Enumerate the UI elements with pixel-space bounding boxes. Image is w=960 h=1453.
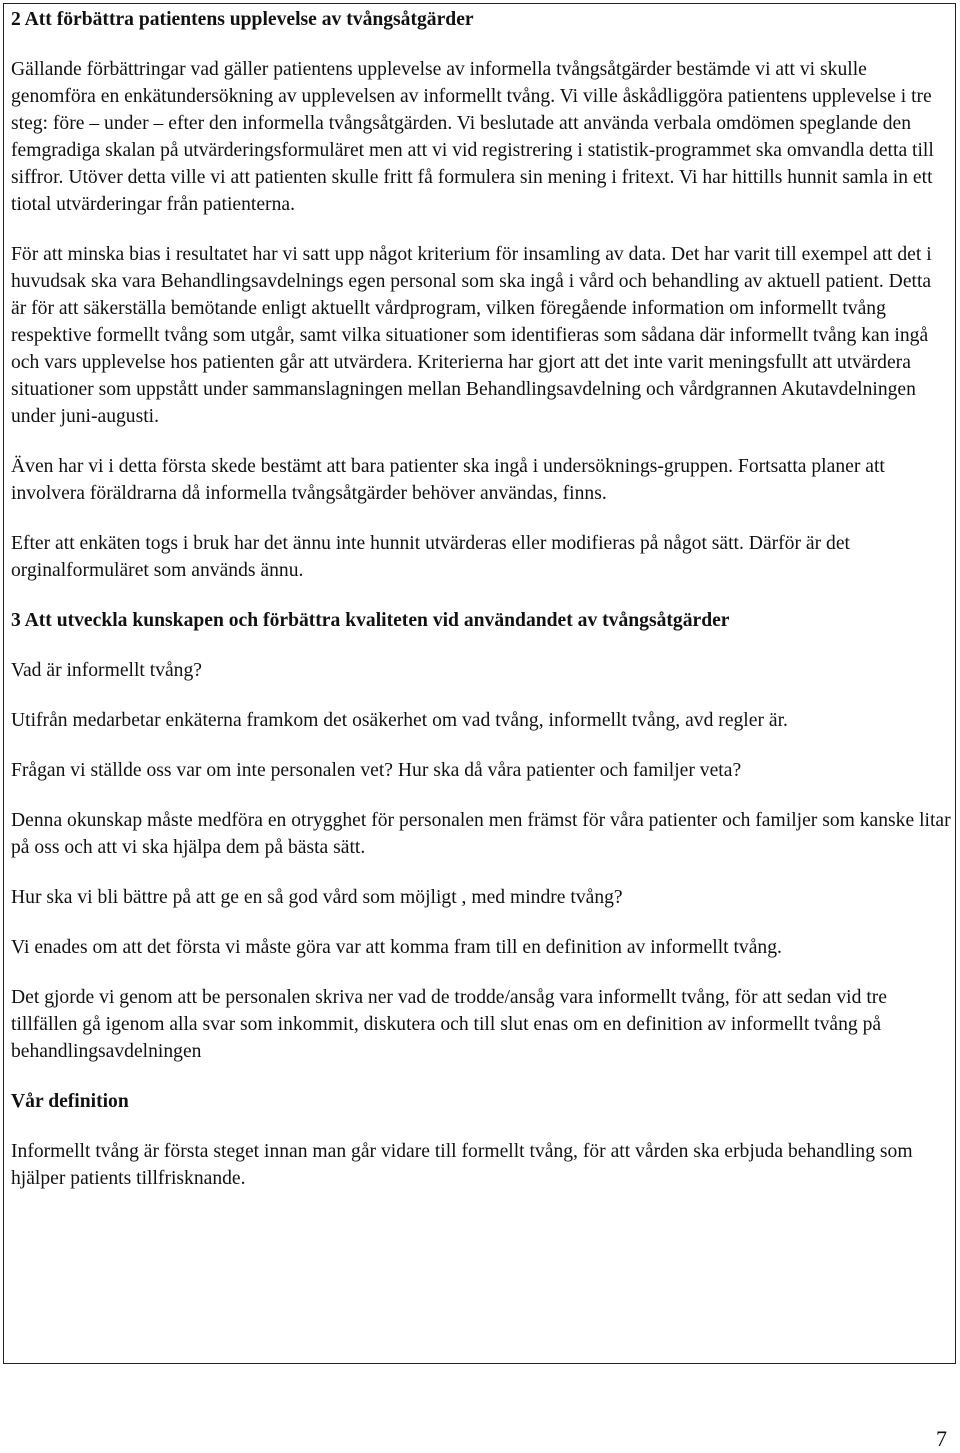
section-3-paragraph-4: Denna okunskap måste medföra en otrygghet för personalen men främst för våra patienter och familjer som kanske litar på oss och att vi ska hjälpa dem på bästa sätt. [11, 810, 951, 858]
definition-heading: Vår definition [11, 1091, 129, 1112]
section-3-paragraph-2: Utifrån medarbetar enkäterna framkom det osäkerhet om vad tvång, informellt tvång, avd regler är. [11, 710, 788, 731]
section-3-paragraph-5: Hur ska vi bli bättre på att ge en så god vård som möjligt , med mindre tvång? [11, 887, 623, 908]
section-2-paragraph-2: För att minska bias i resultatet har vi satt upp något kriterium för insamling av data. Det har varit till exempel att det i huvudsak ska vara Behandlingsavdelnings egen personal som ska ingå i vård och behandling av aktuell patient. Detta är för att säkerställa bemötande enligt aktuellt vårdprogram, vilken föregående information om informellt tvång respektive formellt tvång som utgår, samt vilka situationer som identifieras som sådana där informellt tvång kan ingå och vars upplevelse hos patienten går att utvärdera. Kriterierna har gjort att det inte varit meningsfullt att utvärdera situationer som uppstått under sammanslagningen mellan Behandlingsavdelning och vårdgrannen Akutavdelningen under juni-augusti. [11, 244, 932, 427]
section-3-paragraph-6: Vi enades om att det första vi måste göra var att komma fram till en definition av informellt tvång. [11, 937, 782, 958]
page-number: 7 [936, 1426, 947, 1451]
document-body [11, 6, 951, 1215]
section-3-paragraph-1: Vad är informellt tvång? [11, 660, 202, 681]
definition-text: Informellt tvång är första steget innan man går vidare till formellt tvång, för att vården ska erbjuda behandling som hjälper patients tillfrisknande. [11, 1141, 913, 1189]
section-2-paragraph-3: Även har vi i detta första skede bestämt att bara patienter ska ingå i undersöknings-gruppen. Fortsatta planer att involvera föräldrarna då informella tvångsåtgärder behöver användas, finns. [11, 456, 885, 504]
section-2-paragraph-4: Efter att enkäten togs i bruk har det ännu inte hunnit utvärderas eller modifieras på något sätt. Därför är det orginalformuläret som används ännu. [11, 533, 850, 581]
section-3-paragraph-3: Frågan vi ställde oss var om inte personalen vet? Hur ska då våra patienter och familjer veta? [11, 760, 742, 781]
section-3-heading: 3 Att utveckla kunskapen och förbättra kvaliteten vid användandet av tvångsåtgärder [11, 610, 730, 631]
section-3-paragraph-7: Det gjorde vi genom att be personalen skriva ner vad de trodde/ansåg vara informellt tvång, för att sedan vid tre tillfällen gå igenom alla svar som inkommit, diskutera och till slut enas om en definition av informellt tvång på behandlingsavdelningen [11, 987, 887, 1062]
section-2-heading: 2 Att förbättra patientens upplevelse av tvångsåtgärder [11, 9, 474, 30]
section-2-paragraph-1: Gällande förbättringar vad gäller patientens upplevelse av informella tvångsåtgärder bestämde vi att vi skulle genomföra en enkätundersökning av upplevelsen av informellt tvång. Vi ville åskådliggöra patientens upplevelse i tre steg: före – under – efter den informella tvångsåtgärden. Vi beslutade att använda verbala omdömen speglande den femgradiga skalan på utvärderingsformuläret men att vi vid registrering i statistik-programmet ska omvandla detta till siffror. Utöver detta ville vi att patienten skulle fritt få formulera sin mening i fritext. Vi har hittills hunnit samla in ett tiotal utvärderingar från patienterna. [11, 59, 934, 215]
